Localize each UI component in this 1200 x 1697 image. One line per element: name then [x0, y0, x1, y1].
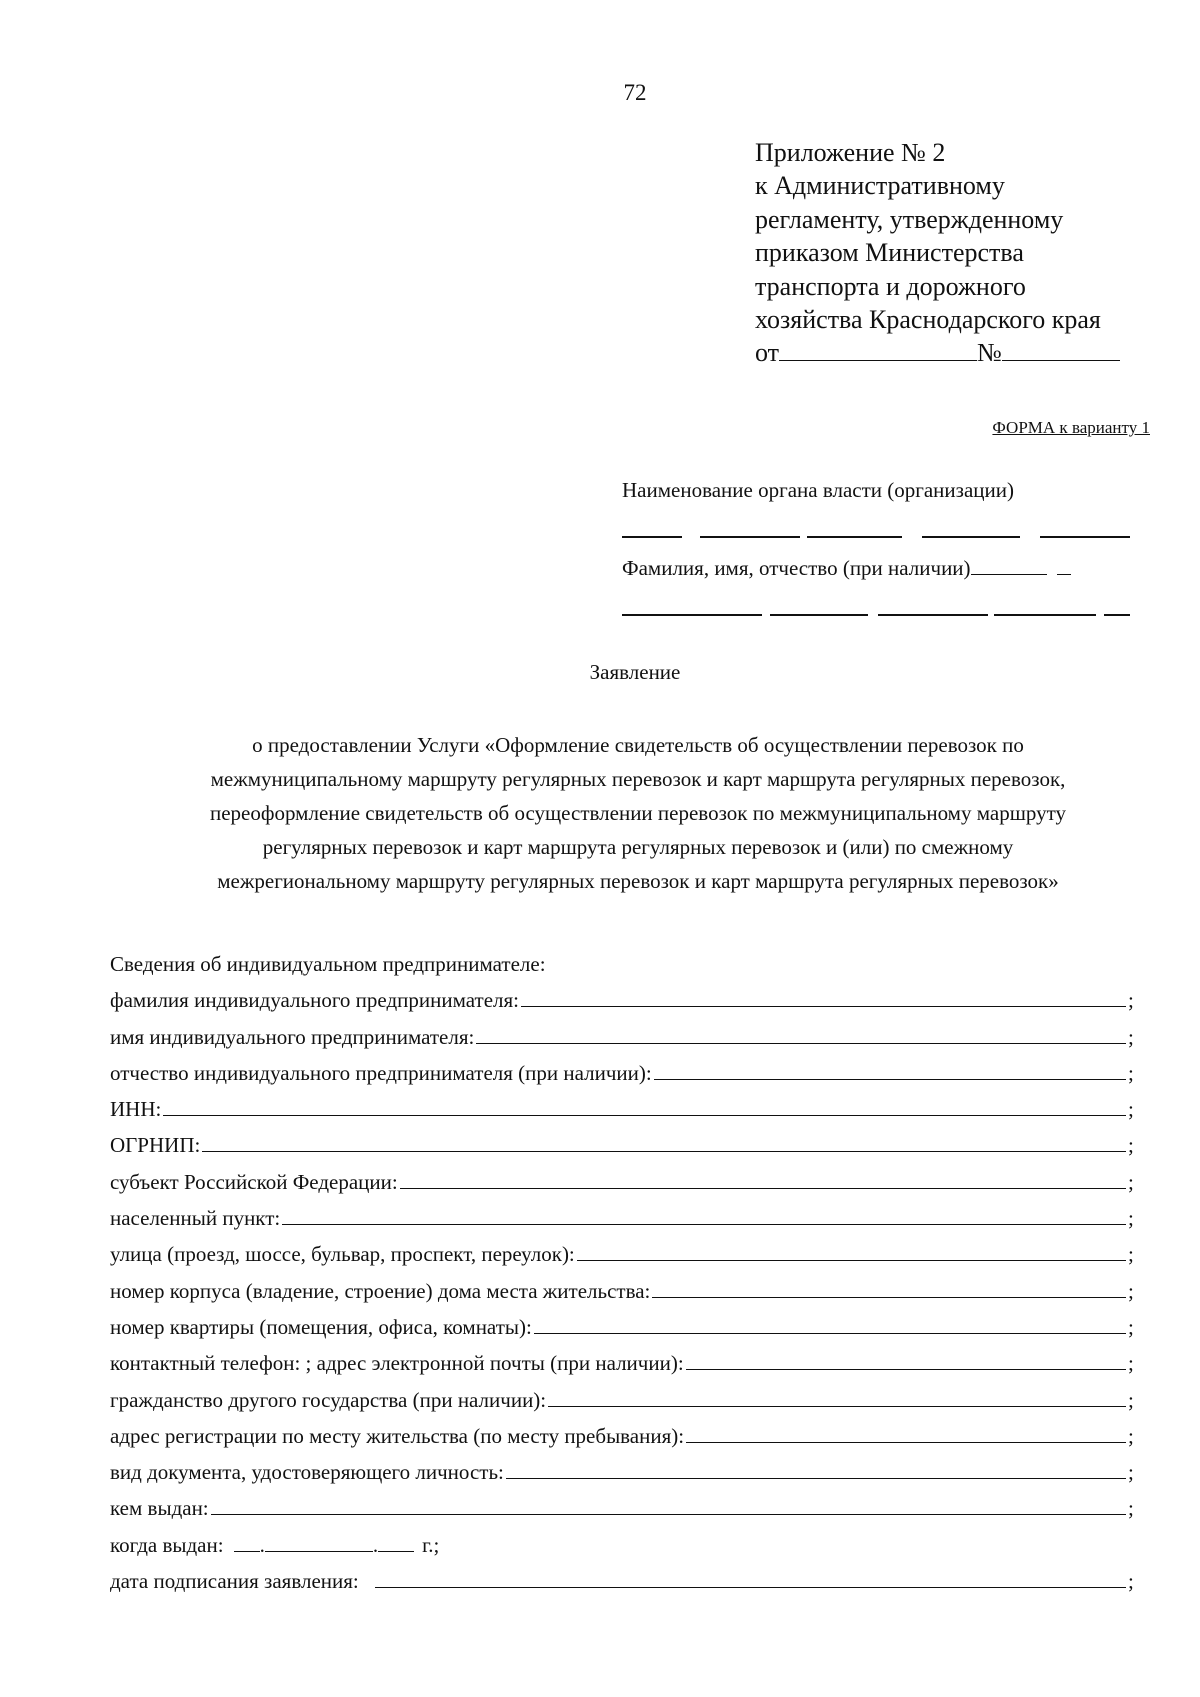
field-end: ; — [1128, 1314, 1134, 1339]
date-suffix: г.; — [422, 1532, 440, 1557]
section-heading — [110, 946, 1140, 982]
field-blank[interactable] — [163, 1095, 1126, 1116]
field-label: номер квартиры (помещения, офиса, комнаты): — [110, 1314, 532, 1339]
field-registration-address — [110, 1418, 1140, 1454]
field-label: кем выдан: — [110, 1496, 209, 1521]
issue-day-blank[interactable] — [234, 1531, 260, 1552]
field-end: ; — [1128, 1496, 1134, 1521]
field-region — [110, 1164, 1140, 1200]
field-citizenship — [110, 1382, 1140, 1418]
field-first-name — [110, 1019, 1140, 1055]
appendix-date-number-line — [755, 336, 1120, 369]
field-contacts — [110, 1345, 1140, 1381]
appendix-line: приказом Министерства — [755, 238, 1024, 268]
field-blank[interactable] — [506, 1458, 1126, 1479]
applicant-fio-text: Фамилия, имя, отчество (при наличии) — [622, 556, 971, 580]
field-end: ; — [1128, 1060, 1134, 1085]
field-building — [110, 1273, 1140, 1309]
field-end: ; — [1128, 1242, 1134, 1267]
recipient-label: Наименование органа власти (организации) — [622, 478, 1014, 502]
field-ogrnip — [110, 1127, 1140, 1163]
field-end: ; — [1128, 1351, 1134, 1376]
subject-line: регулярных перевозок и карт маршрута регулярных перевозок и (или) по смежному — [262, 835, 1014, 859]
field-blank[interactable] — [548, 1386, 1126, 1407]
field-label: улица (проезд, шоссе, бульвар, проспект, переулок): — [110, 1242, 575, 1267]
appendix-line: регламенту, утвержденному — [755, 204, 1064, 234]
field-id-document — [110, 1454, 1140, 1490]
field-blank[interactable] — [211, 1494, 1126, 1515]
fio-blank-line[interactable] — [622, 614, 1130, 616]
field-end: ; — [1128, 1387, 1134, 1412]
field-signing-date — [110, 1563, 1140, 1599]
field-blank[interactable] — [577, 1240, 1126, 1261]
appendix-line: транспорта и дорожного — [755, 271, 1026, 301]
field-label: вид документа, удостоверяющего личность: — [110, 1460, 504, 1485]
field-label: ИНН: — [110, 1097, 162, 1122]
field-blank[interactable] — [476, 1023, 1126, 1044]
appendix-header — [755, 136, 1120, 370]
field-label: дата подписания заявления: — [110, 1569, 359, 1594]
field-blank[interactable] — [534, 1313, 1126, 1334]
field-blank[interactable] — [652, 1277, 1126, 1298]
field-label: гражданство другого государства (при наличии): — [110, 1387, 547, 1412]
fio-blank-a[interactable] — [971, 552, 1047, 575]
subject-line: межмуниципальному маршруту регулярных перевозок и карт маршрута регулярных перевозок, — [210, 767, 1066, 791]
field-end: ; — [1128, 1097, 1134, 1122]
date-separator: . — [372, 1532, 379, 1557]
service-subject — [118, 728, 1158, 898]
field-blank[interactable] — [202, 1131, 1126, 1152]
field-end: ; — [1128, 1133, 1134, 1158]
field-end: ; — [1128, 1569, 1134, 1594]
field-end: ; — [1128, 988, 1134, 1013]
field-locality — [110, 1200, 1140, 1236]
field-blank[interactable] — [282, 1204, 1126, 1225]
field-end: ; — [1128, 1460, 1134, 1485]
field-street — [110, 1236, 1140, 1272]
field-label: населенный пункт: — [110, 1206, 281, 1231]
field-blank[interactable] — [686, 1349, 1126, 1370]
subject-line: о предоставлении Услуги «Оформление свидетельств об осуществлении перевозок по — [252, 733, 1024, 757]
field-label: номер корпуса (владение, строение) дома места жительства: — [110, 1278, 651, 1303]
date-blank[interactable] — [779, 338, 977, 361]
subject-line: межрегиональному маршруту регулярных перевозок и карт маршрута регулярных перевозок» — [217, 869, 1059, 893]
appendix-line: хозяйства Краснодарского края — [755, 305, 1101, 335]
field-surname — [110, 982, 1140, 1018]
field-label: контактный телефон: ; адрес электронной почты (при наличии): — [110, 1351, 684, 1376]
issue-year-blank[interactable] — [378, 1531, 414, 1552]
from-label: от — [755, 338, 780, 368]
appendix-line: к Административному — [755, 171, 1005, 201]
field-apartment — [110, 1309, 1140, 1345]
field-end: ; — [1128, 1024, 1134, 1049]
applicant-fio-label — [622, 552, 1071, 581]
field-label: фамилия индивидуального предпринимателя: — [110, 988, 519, 1013]
field-blank[interactable] — [654, 1059, 1126, 1080]
issue-month-blank[interactable] — [265, 1531, 373, 1552]
field-label: ОГРНИП: — [110, 1133, 201, 1158]
subject-line: переоформление свидетельств об осуществлении перевозок по межмуниципальному маршруту — [210, 801, 1066, 825]
field-issued-by — [110, 1490, 1140, 1526]
field-label: отчество индивидуального предпринимателя (при наличии): — [110, 1060, 652, 1085]
field-label: имя индивидуального предпринимателя: — [110, 1024, 475, 1049]
document-title: Заявление — [589, 660, 681, 684]
field-end: ; — [1128, 1423, 1134, 1448]
recipient-blank[interactable] — [622, 536, 1130, 538]
number-blank[interactable] — [1002, 338, 1120, 361]
entrepreneur-info-form — [110, 946, 1140, 1599]
field-patronymic — [110, 1055, 1140, 1091]
field-end: ; — [1128, 1206, 1134, 1231]
field-blank[interactable] — [521, 986, 1126, 1007]
field-blank[interactable] — [400, 1168, 1126, 1189]
field-blank[interactable] — [686, 1422, 1126, 1443]
field-blank[interactable] — [375, 1567, 1126, 1588]
section-heading-text: Сведения об индивидуальном предпринимателе: — [110, 952, 546, 976]
field-label: когда выдан: — [110, 1532, 224, 1557]
date-separator: . — [259, 1532, 265, 1557]
field-inn — [110, 1091, 1140, 1127]
field-issue-date — [110, 1527, 1140, 1563]
field-label: субъект Российской Федерации: — [110, 1169, 398, 1194]
number-label: № — [977, 338, 1002, 368]
appendix-line: Приложение № 2 — [755, 138, 946, 167]
form-variant-label: ФОРМА к варианту 1 — [992, 418, 1150, 437]
field-end: ; — [1128, 1169, 1134, 1194]
page-number: 72 — [623, 80, 647, 105]
field-label: адрес регистрации по месту жительства (по месту пребывания): — [110, 1423, 685, 1448]
field-end: ; — [1128, 1278, 1134, 1303]
fio-blank-b[interactable] — [1057, 552, 1071, 575]
